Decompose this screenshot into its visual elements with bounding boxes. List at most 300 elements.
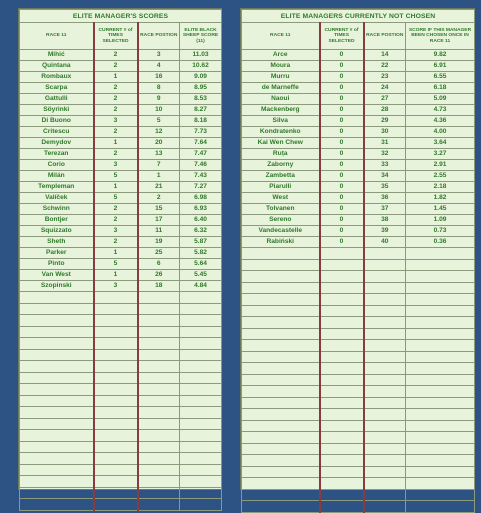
empty-cell [406, 317, 475, 329]
table-row [20, 61, 222, 72]
table-row [242, 116, 475, 127]
empty-cell [94, 292, 138, 304]
not-chosen-body [242, 50, 475, 513]
empty-cell [364, 340, 406, 352]
table-row [20, 83, 222, 94]
manager-name-cell: Mackenberg [242, 105, 320, 116]
empty-cell [138, 303, 180, 315]
score-cell: 8.18 [180, 116, 222, 127]
col-header-race: RACE 11 [20, 23, 94, 50]
score-cell: 0.73 [406, 226, 475, 237]
empty-cell [20, 453, 94, 465]
table-row [242, 83, 475, 94]
score-cell: 11.03 [180, 50, 222, 61]
times-selected-cell: 2 [94, 215, 138, 226]
score-cell: 1.45 [406, 204, 475, 215]
empty-cell [138, 372, 180, 384]
empty-row [20, 453, 222, 465]
table-row [20, 105, 222, 116]
empty-cell [364, 397, 406, 409]
empty-cell [242, 248, 320, 260]
empty-cell [138, 418, 180, 430]
score-cell: 8.95 [180, 83, 222, 94]
race-position-cell: 3 [138, 50, 180, 61]
empty-cell [180, 418, 222, 430]
empty-cell [364, 351, 406, 363]
race-position-cell: 30 [364, 127, 406, 138]
table-row [20, 138, 222, 149]
table-row [242, 193, 475, 204]
not-chosen-table [241, 9, 475, 513]
empty-cell [320, 455, 364, 467]
empty-cell [20, 303, 94, 315]
race-position-cell: 17 [138, 215, 180, 226]
score-cell: 5.64 [180, 259, 222, 270]
times-selected-cell: 0 [320, 171, 364, 182]
empty-row [20, 395, 222, 407]
empty-row [20, 372, 222, 384]
empty-cell [320, 466, 364, 478]
empty-cell [138, 326, 180, 338]
race-position-cell: 28 [364, 105, 406, 116]
empty-cell [406, 259, 475, 271]
empty-cell [242, 363, 320, 375]
empty-cell [138, 361, 180, 373]
table-row [242, 138, 475, 149]
times-selected-cell: 2 [94, 61, 138, 72]
empty-row [242, 501, 475, 513]
manager-name-cell: Corio [20, 160, 94, 171]
empty-cell [406, 386, 475, 398]
empty-row [242, 397, 475, 409]
race-position-cell: 2 [138, 193, 180, 204]
empty-cell [138, 315, 180, 327]
empty-cell [320, 351, 364, 363]
manager-name-cell: Silva [242, 116, 320, 127]
empty-cell [180, 395, 222, 407]
empty-cell [320, 478, 364, 490]
manager-name-cell: de Marneffe [242, 83, 320, 94]
empty-cell [94, 303, 138, 315]
empty-row [20, 315, 222, 327]
empty-row [20, 441, 222, 453]
empty-cell [320, 248, 364, 260]
table-row [20, 182, 222, 193]
times-selected-cell: 0 [320, 94, 364, 105]
manager-name-cell: Quintana [20, 61, 94, 72]
empty-cell [20, 430, 94, 442]
table-row [20, 204, 222, 215]
empty-cell [242, 432, 320, 444]
empty-cell [20, 395, 94, 407]
empty-cell [242, 443, 320, 455]
table-row [20, 226, 222, 237]
manager-name-cell: Piarulli [242, 182, 320, 193]
empty-cell [94, 338, 138, 350]
score-cell: 4.73 [406, 105, 475, 116]
race-position-cell: 23 [364, 72, 406, 83]
empty-row [20, 499, 222, 511]
empty-cell [364, 363, 406, 375]
manager-name-cell: Squizzato [20, 226, 94, 237]
table-row [20, 94, 222, 105]
race-position-cell: 12 [138, 127, 180, 138]
col-header-times-selected: CURRENT # of TIMES SELECTED [320, 23, 364, 50]
empty-cell [406, 397, 475, 409]
empty-cell [406, 501, 475, 513]
elite-scores-panel [18, 8, 222, 490]
race-position-cell: 15 [138, 204, 180, 215]
table-row [242, 94, 475, 105]
col-header-potential-score: SCORE IF THIS MANAGER BEEN CHOSEN ONCE IN RACE 11 [406, 23, 475, 50]
times-selected-cell: 0 [320, 160, 364, 171]
manager-name-cell: Valíček [20, 193, 94, 204]
empty-cell [364, 305, 406, 317]
table-row [242, 237, 475, 248]
times-selected-cell: 0 [320, 204, 364, 215]
empty-cell [242, 397, 320, 409]
empty-cell [242, 294, 320, 306]
times-selected-cell: 0 [320, 50, 364, 61]
manager-name-cell: Sereno [242, 215, 320, 226]
empty-cell [406, 455, 475, 467]
times-selected-cell: 2 [94, 127, 138, 138]
race-position-cell: 20 [138, 138, 180, 149]
score-cell: 6.98 [180, 193, 222, 204]
empty-cell [364, 374, 406, 386]
elite-scores-title: ELITE MANAGER'S SCORES [20, 10, 222, 23]
empty-cell [242, 386, 320, 398]
empty-cell [20, 372, 94, 384]
not-chosen-panel [240, 8, 475, 490]
empty-cell [242, 271, 320, 283]
race-position-cell: 22 [364, 61, 406, 72]
table-row [242, 105, 475, 116]
table-row [20, 127, 222, 138]
times-selected-cell: 5 [94, 171, 138, 182]
empty-row [242, 409, 475, 421]
empty-cell [20, 349, 94, 361]
not-chosen-title: ELITE MANAGERS CURRENTLY NOT CHOSEN [242, 10, 475, 23]
times-selected-cell: 2 [94, 149, 138, 160]
empty-cell [364, 443, 406, 455]
empty-cell [406, 466, 475, 478]
empty-cell [180, 441, 222, 453]
empty-cell [242, 489, 320, 501]
empty-cell [180, 476, 222, 488]
times-selected-cell: 0 [320, 105, 364, 116]
empty-cell [406, 351, 475, 363]
manager-name-cell: Templeman [20, 182, 94, 193]
empty-cell [180, 499, 222, 511]
empty-cell [320, 282, 364, 294]
empty-cell [364, 432, 406, 444]
empty-cell [180, 430, 222, 442]
manager-name-cell: Bontjer [20, 215, 94, 226]
table-row [20, 193, 222, 204]
col-header-score: ELITE BLACK SHEEP SCORE (11) [180, 23, 222, 50]
times-selected-cell: 2 [94, 83, 138, 94]
race-position-cell: 21 [138, 182, 180, 193]
score-cell: 6.91 [406, 61, 475, 72]
race-position-cell: 7 [138, 160, 180, 171]
table-row [20, 281, 222, 292]
times-selected-cell: 0 [320, 61, 364, 72]
empty-row [242, 386, 475, 398]
race-position-cell: 36 [364, 193, 406, 204]
times-selected-cell: 1 [94, 270, 138, 281]
empty-row [20, 487, 222, 499]
empty-row [20, 476, 222, 488]
score-cell: 9.82 [406, 50, 475, 61]
score-cell: 1.82 [406, 193, 475, 204]
times-selected-cell: 0 [320, 182, 364, 193]
empty-cell [242, 455, 320, 467]
manager-name-cell: Kondratenko [242, 127, 320, 138]
empty-cell [138, 453, 180, 465]
times-selected-cell: 3 [94, 226, 138, 237]
score-cell: 4.00 [406, 127, 475, 138]
empty-row [20, 407, 222, 419]
empty-cell [20, 487, 94, 499]
manager-name-cell: Murru [242, 72, 320, 83]
times-selected-cell: 1 [94, 182, 138, 193]
race-position-cell: 35 [364, 182, 406, 193]
race-position-cell: 39 [364, 226, 406, 237]
empty-cell [406, 363, 475, 375]
table-row [242, 160, 475, 171]
empty-cell [320, 409, 364, 421]
empty-cell [180, 338, 222, 350]
empty-cell [242, 420, 320, 432]
empty-cell [180, 487, 222, 499]
race-position-cell: 13 [138, 149, 180, 160]
empty-cell [364, 294, 406, 306]
race-position-cell: 6 [138, 259, 180, 270]
times-selected-cell: 2 [94, 204, 138, 215]
empty-cell [406, 248, 475, 260]
empty-cell [94, 453, 138, 465]
empty-cell [406, 489, 475, 501]
times-selected-cell: 5 [94, 193, 138, 204]
manager-name-cell: West [242, 193, 320, 204]
manager-name-cell: Terezan [20, 149, 94, 160]
empty-cell [20, 464, 94, 476]
manager-name-cell: Ruța [242, 149, 320, 160]
empty-cell [138, 407, 180, 419]
empty-cell [364, 386, 406, 398]
empty-cell [406, 443, 475, 455]
race-position-cell: 1 [138, 171, 180, 182]
manager-name-cell: Van West [20, 270, 94, 281]
empty-cell [94, 441, 138, 453]
empty-cell [94, 499, 138, 511]
manager-name-cell: Critescu [20, 127, 94, 138]
score-cell: 6.55 [406, 72, 475, 83]
empty-cell [180, 361, 222, 373]
empty-cell [20, 441, 94, 453]
empty-cell [320, 397, 364, 409]
empty-cell [180, 464, 222, 476]
empty-row [242, 305, 475, 317]
table-row [20, 248, 222, 259]
empty-row [20, 349, 222, 361]
race-position-cell: 31 [364, 138, 406, 149]
empty-cell [364, 420, 406, 432]
empty-row [242, 282, 475, 294]
race-position-cell: 25 [138, 248, 180, 259]
empty-cell [320, 443, 364, 455]
race-position-cell: 11 [138, 226, 180, 237]
empty-cell [242, 466, 320, 478]
score-cell: 7.47 [180, 149, 222, 160]
score-cell: 6.32 [180, 226, 222, 237]
empty-cell [20, 361, 94, 373]
empty-row [20, 430, 222, 442]
empty-cell [364, 466, 406, 478]
empty-cell [94, 487, 138, 499]
empty-row [20, 384, 222, 396]
score-cell: 2.55 [406, 171, 475, 182]
table-row [20, 149, 222, 160]
empty-cell [138, 464, 180, 476]
table-row [20, 72, 222, 83]
empty-cell [180, 326, 222, 338]
empty-row [242, 351, 475, 363]
empty-cell [320, 420, 364, 432]
empty-cell [20, 292, 94, 304]
manager-name-cell: Milán [20, 171, 94, 182]
race-position-cell: 4 [138, 61, 180, 72]
empty-cell [406, 420, 475, 432]
race-position-cell: 26 [138, 270, 180, 281]
manager-name-cell: Rabiński [242, 237, 320, 248]
times-selected-cell: 0 [320, 193, 364, 204]
manager-name-cell: Gattulli [20, 94, 94, 105]
score-cell: 9.09 [180, 72, 222, 83]
empty-cell [320, 386, 364, 398]
empty-cell [320, 305, 364, 317]
times-selected-cell: 1 [94, 72, 138, 83]
empty-cell [320, 328, 364, 340]
empty-cell [138, 395, 180, 407]
manager-name-cell: Arce [242, 50, 320, 61]
empty-row [242, 443, 475, 455]
empty-cell [364, 328, 406, 340]
empty-cell [20, 326, 94, 338]
empty-cell [242, 340, 320, 352]
empty-cell [406, 294, 475, 306]
empty-row [242, 271, 475, 283]
empty-cell [138, 499, 180, 511]
empty-cell [180, 292, 222, 304]
score-cell: 5.09 [406, 94, 475, 105]
empty-cell [406, 432, 475, 444]
empty-cell [180, 315, 222, 327]
col-header-race-position: RACE POSTION [138, 23, 180, 50]
empty-cell [320, 501, 364, 513]
manager-name-cell: Mihić [20, 50, 94, 61]
empty-cell [180, 349, 222, 361]
empty-cell [364, 248, 406, 260]
race-position-cell: 37 [364, 204, 406, 215]
empty-cell [364, 271, 406, 283]
empty-cell [364, 259, 406, 271]
elite-scores-body [20, 50, 222, 511]
score-cell: 4.84 [180, 281, 222, 292]
empty-cell [180, 453, 222, 465]
times-selected-cell: 0 [320, 72, 364, 83]
empty-cell [320, 294, 364, 306]
race-position-cell: 16 [138, 72, 180, 83]
empty-row [242, 489, 475, 501]
score-cell: 1.09 [406, 215, 475, 226]
empty-cell [242, 351, 320, 363]
race-position-cell: 34 [364, 171, 406, 182]
empty-row [242, 363, 475, 375]
score-cell: 0.36 [406, 237, 475, 248]
empty-row [242, 374, 475, 386]
score-cell: 8.53 [180, 94, 222, 105]
race-position-cell: 38 [364, 215, 406, 226]
empty-cell [138, 338, 180, 350]
empty-row [242, 432, 475, 444]
empty-cell [138, 349, 180, 361]
empty-cell [242, 409, 320, 421]
manager-name-cell: Parker [20, 248, 94, 259]
times-selected-cell: 0 [320, 237, 364, 248]
manager-name-cell: Schwinn [20, 204, 94, 215]
score-cell: 7.64 [180, 138, 222, 149]
empty-cell [242, 317, 320, 329]
empty-cell [320, 374, 364, 386]
times-selected-cell: 3 [94, 116, 138, 127]
race-position-cell: 19 [138, 237, 180, 248]
empty-cell [94, 476, 138, 488]
empty-cell [320, 259, 364, 271]
empty-cell [94, 418, 138, 430]
empty-cell [406, 374, 475, 386]
empty-cell [364, 409, 406, 421]
empty-cell [94, 349, 138, 361]
manager-name-cell: Di Buono [20, 116, 94, 127]
manager-name-cell: Vandecastelle [242, 226, 320, 237]
empty-cell [94, 361, 138, 373]
empty-row [242, 328, 475, 340]
table-row [20, 215, 222, 226]
empty-row [20, 303, 222, 315]
score-cell: 7.73 [180, 127, 222, 138]
elite-scores-table [19, 9, 222, 511]
manager-name-cell: Moura [242, 61, 320, 72]
manager-name-cell: Kai Wen Chew [242, 138, 320, 149]
score-cell: 3.27 [406, 149, 475, 160]
empty-cell [20, 418, 94, 430]
race-position-cell: 40 [364, 237, 406, 248]
empty-row [242, 340, 475, 352]
empty-row [242, 317, 475, 329]
empty-row [242, 420, 475, 432]
empty-cell [138, 384, 180, 396]
times-selected-cell: 3 [94, 160, 138, 171]
score-cell: 8.27 [180, 105, 222, 116]
empty-cell [20, 338, 94, 350]
empty-cell [94, 430, 138, 442]
empty-cell [320, 489, 364, 501]
score-cell: 2.18 [406, 182, 475, 193]
times-selected-cell: 2 [94, 105, 138, 116]
score-cell: 6.93 [180, 204, 222, 215]
